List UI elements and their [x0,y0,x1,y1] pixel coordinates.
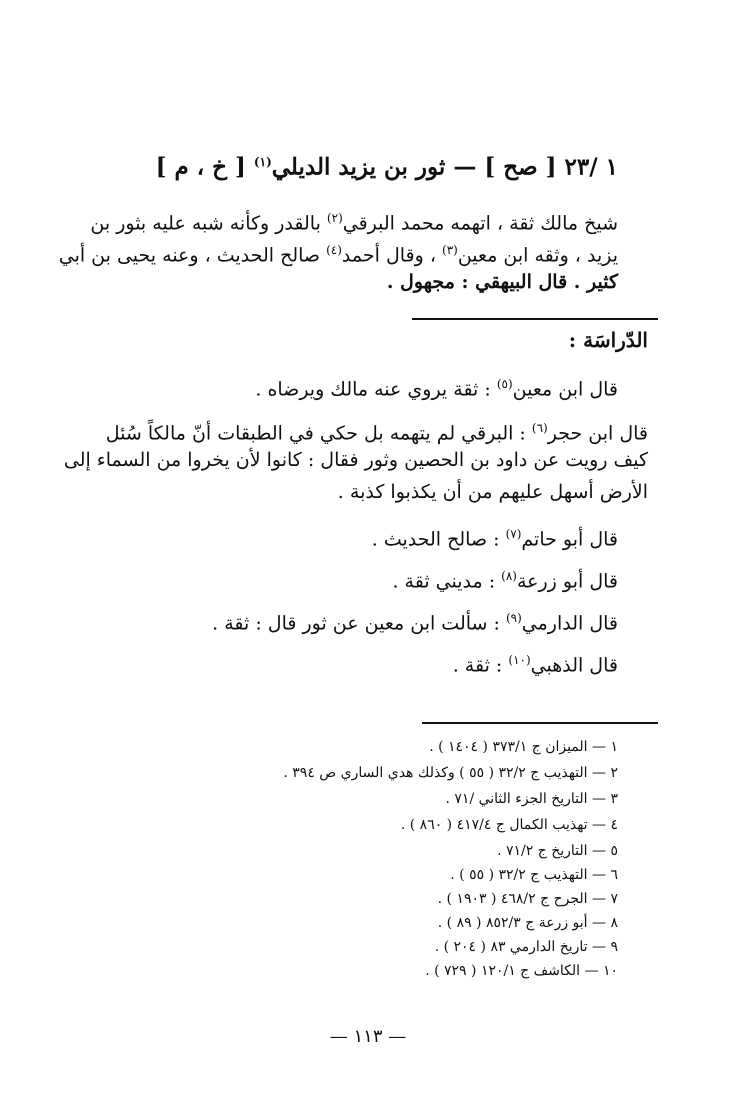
footnote-9: ٩ — تاريخ الدارمي ٨٣ ( ٢٠٤ ) . [434,939,618,955]
entry-dash: — [453,153,477,181]
footnote-6: ٦ — التهذيب ج ٣٢/٢ ( ٥٥ ) . [450,867,618,883]
footnote-ref: (٣) [442,243,458,257]
study-quote-4 [392,564,618,593]
summary-text: بالقدر وكأنه شبه عليه بثور بن [90,212,327,235]
footnote-ref: (٧) [505,527,522,541]
footnote-ref: (٩) [505,611,522,625]
entry-tag: [ صح ] [484,153,557,181]
study-heading: الدّراسَة : [568,328,648,352]
study-quote-2-line-3: الأرض أسهل عليهم من أن يكذبوا كذبة . [337,481,648,503]
section-divider [412,318,658,320]
entry-number: ١ /٢٣ [564,153,618,181]
quote-source: قال ابن حجر [547,422,648,445]
footnote-ref: (٥) [496,377,513,391]
quote-source: قال ابن معين [512,378,618,401]
footnote-ref: (٤) [326,243,342,257]
quote-text: : البرقي لم يتهمه بل حكي في الطبقات أنّ مالكاً سُئل [105,422,532,445]
summary-text: شيخ مالك ثقة ، اتهمه محمد البرقي [342,212,618,235]
summary-line-1 [90,206,618,235]
entry-name: ثور بن يزيد الديلي [271,153,446,181]
study-quote-1 [255,372,618,401]
quote-text: : صالح الحديث . [371,528,506,551]
quote-source: قال أبو حاتم [521,528,618,551]
footnote-1: ١ — الميزان ج ٣٧٣/١ ( ١٤٠٤ ) . [429,739,618,755]
footnote-10: ١٠ — الكاشف ج ١٢٠/١ ( ٧٢٩ ) . [425,963,618,979]
quote-source: قال الدارمي [521,612,618,635]
summary-line-3: كثير . قال البيهقي : مجهول . [386,271,618,293]
quote-source: قال الذهبي [530,654,618,677]
quote-source: قال أبو زرعة [516,570,618,593]
footnote-ref: (٨) [501,569,517,583]
summary-text: ، وقال أحمد [341,244,443,267]
summary-line-2 [59,238,618,267]
quote-text: : ثقة . [452,654,509,677]
study-quote-2-line-2: كيف رويت عن داود بن الحصين وثور فقال : كانوا لأن يخروا من السماء إلى [63,449,648,471]
footnote-ref: (١) [253,155,272,169]
footnote-3: ٣ — التاريخ الجزء الثاني /٧١ . [445,791,618,807]
page-number: — ١١٣ — [329,1026,407,1047]
footnote-ref: (٦) [531,421,548,435]
quote-text: : ثقة يروي عنه مالك ويرضاه . [255,378,497,401]
study-quote-3 [372,522,618,551]
summary-text: يزيد ، وثقه ابن معين [457,244,618,267]
quote-text: : مديني ثقة . [392,570,502,593]
footnote-divider [422,722,658,724]
footnote-2: ٢ — التهذيب ج ٣٢/٢ ( ٥٥ ) وكذلك هدي الساري ص ٣٩٤ . [283,765,618,781]
study-quote-5 [212,606,618,635]
footnote-ref: (٢) [326,211,343,225]
study-quote-6 [453,648,618,677]
summary-text: صالح الحديث ، وعنه يحيى بن أبي [58,244,327,267]
footnote-5: ٥ — التاريخ ج ٧١/٢ . [497,843,618,859]
quote-text: : سألت ابن معين عن ثور قال : ثقة . [212,612,506,635]
footnote-7: ٧ — الجرح ج ٤٦٨/٢ ( ١٩٠٣ ) . [437,891,618,907]
study-quote-2 [106,416,648,445]
entry-title [156,150,618,180]
footnote-8: ٨ — أبو زرعة ج ٨٥٢/٣ ( ٨٩ ) . [437,915,618,931]
footnote-4: ٤ — تهذيب الكمال ج ٤١٧/٤ ( ٨٦٠ ) . [400,817,618,833]
entry-codes: [ خ ، م ] [155,153,246,181]
footnote-ref: (١٠) [508,653,531,667]
